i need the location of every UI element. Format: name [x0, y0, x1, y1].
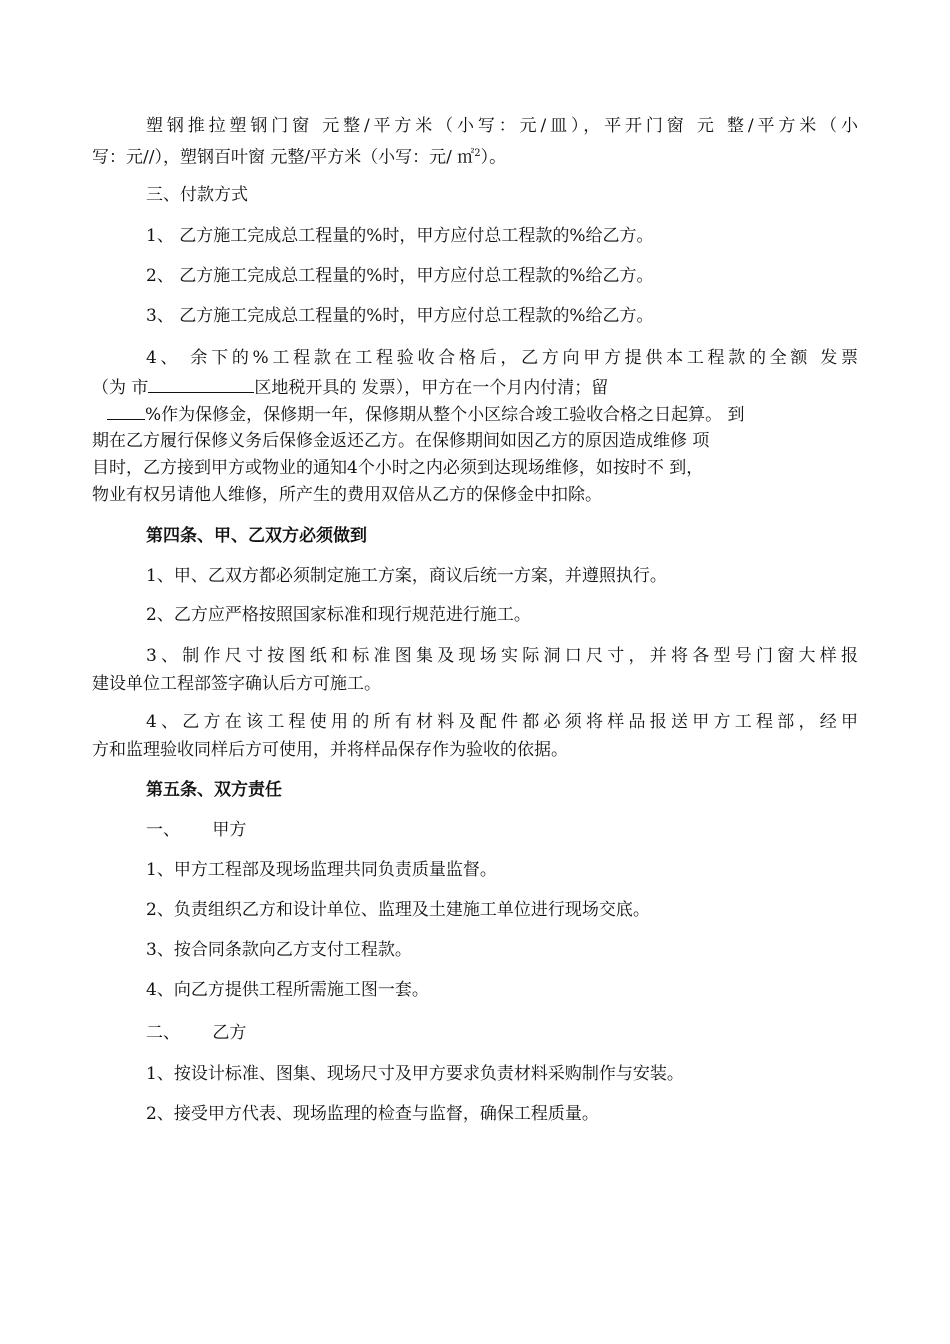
- list-item: [92, 708, 858, 736]
- paragraph-line: 建设单位工程部签字确认后方可施工。: [92, 674, 381, 694]
- list-item: 2、 乙方施工完成总工程量的%时，甲方应付总工程款的%给乙方。: [146, 266, 654, 286]
- price-text-line-2: 写：元//），塑钢百叶窗 元整/平方米（小写：元/ ㎡: [92, 147, 475, 168]
- superscript: 2: [474, 148, 481, 159]
- list-item: [92, 344, 858, 372]
- list-item: 1、甲方工程部及现场监理共同负责质量监督。: [146, 860, 497, 880]
- payment-4-line-1: 4、 余下的%工程款在工程验收合格后，乙方向甲方提供本工程款的全额 发票: [146, 348, 858, 368]
- list-item: 4、向乙方提供工程所需施工图一套。: [146, 980, 429, 1000]
- paragraph-line: 期在乙方履行保修义务后保修金返还乙方。在保修期间如因乙方的原因造成维修 项: [92, 431, 710, 451]
- price-text-line-2-end: ）。: [480, 147, 507, 168]
- subsection-heading: 一、 甲方: [146, 820, 247, 840]
- payment-4-line-2a: （为 市: [92, 378, 149, 398]
- blank-city-field: [148, 372, 254, 393]
- list-item: 3、 乙方施工完成总工程量的%时，甲方应付总工程款的%给乙方。: [146, 306, 654, 326]
- paragraph-line: 物业有权另请他人维修，所产生的费用双倍从乙方的保修金中扣除。: [92, 485, 602, 505]
- article-heading: 第五条、双方责任: [146, 780, 282, 800]
- price-text-line-1: 塑钢推拉塑钢门窗 元整/平方米（小写：元/皿），平开门窗 元 整/平方米（小: [146, 116, 858, 136]
- paragraph-line: [92, 140, 950, 168]
- list-item: 2、负责组织乙方和设计单位、监理及土建施工单位进行现场交底。: [146, 900, 650, 920]
- section-heading: 三、付款方式: [146, 185, 248, 205]
- paragraph-line: 方和监理验收同样后方可使用，并将样品保存作为验收的依据。: [92, 740, 568, 760]
- paragraph-line: 目时，乙方接到甲方或物业的通知4个小时之内必须到达现场维修，如按时不 到，: [92, 458, 704, 478]
- list-item: [92, 642, 858, 670]
- list-item: 3、按合同条款向乙方支付工程款。: [146, 940, 412, 960]
- paragraph-line: [107, 399, 950, 427]
- list-item: 1、甲、乙双方都必须制定施工方案，商议后统一方案，并遵照执行。: [146, 566, 667, 586]
- paragraph-line: [92, 112, 858, 140]
- list-item: 2、乙方应严格按照国家标准和现行规范进行施工。: [146, 605, 531, 625]
- subsection-heading: 二、 乙方: [146, 1023, 247, 1043]
- payment-4-line-3: %作为保修金，保修期一年，保修期从整个小区综合竣工验收合格之日起算。 到: [145, 405, 745, 425]
- art4-item4-line-1: 4、乙方在该工程使用的所有材料及配件都必须将样品报送甲方工程部，经甲: [146, 712, 858, 732]
- blank-percent-field: [107, 399, 145, 420]
- paragraph-line: [92, 372, 950, 400]
- payment-4-line-2b: 区地税开具的 发票），甲方在一个月内付清；留: [254, 378, 609, 398]
- art4-item3-line-1: 3、制作尺寸按图纸和标准图集及现场实际洞口尺寸，并将各型号门窗大样报: [146, 646, 858, 666]
- list-item: 2、接受甲方代表、现场监理的检查与监督，确保工程质量。: [146, 1104, 599, 1124]
- list-item: 1、 乙方施工完成总工程量的%时，甲方应付总工程款的%给乙方。: [146, 226, 654, 246]
- article-heading: 第四条、甲、乙双方必须做到: [146, 526, 367, 546]
- list-item: 1、按设计标准、图集、现场尺寸及甲方要求负责材料采购制作与安装。: [146, 1064, 684, 1084]
